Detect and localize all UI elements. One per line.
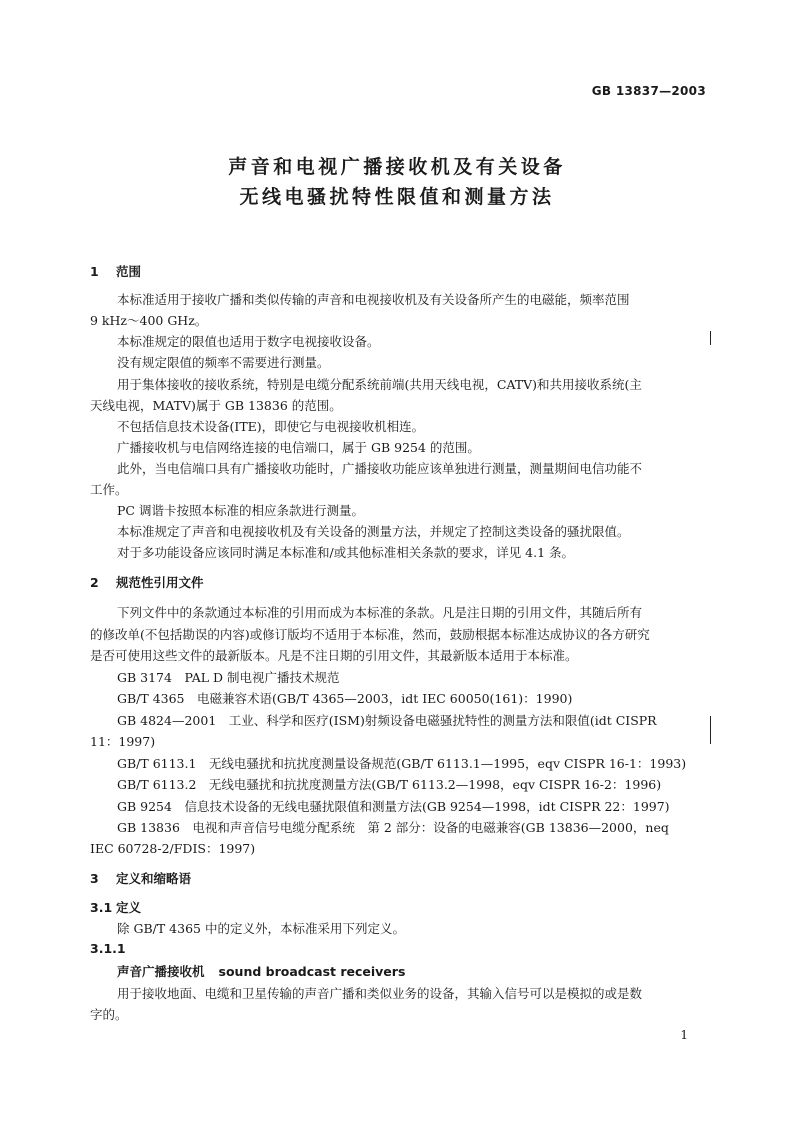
reference-item-continued: IEC 60728-2/FDIS：1997) [90, 841, 256, 856]
paragraph-line: 工作。 [90, 482, 128, 497]
paragraph-line: 广播接收机与电信网络连接的电信端口，属于 GB 9254 的范围。 [117, 440, 480, 455]
reference-item: GB/T 6113.2 无线电骚扰和抗扰度测量方法(GB/T 6113.2—1998，eqv CISPR 16-2：1996) [117, 777, 662, 792]
section-title: 定义和缩略语 [116, 871, 192, 886]
reference-item-continued: 11：1997) [90, 734, 156, 749]
section-number: 1 [90, 264, 99, 279]
paragraph-line: 本标准规定了声音和电视接收机及有关设备的测量方法，并规定了控制这类设备的骚扰限值。 [117, 524, 630, 539]
term-chinese: 声音广播接收机 [117, 964, 205, 979]
section-title: 规范性引用文件 [116, 575, 204, 590]
paragraph-line: 9 kHz～400 GHz。 [90, 313, 208, 328]
term-entry [117, 962, 405, 980]
paragraph-line: 的修改单(不包括勘误的内容)或修订版均不适用于本标准，然而，鼓励根据本标准达成协议的各方研究 [90, 627, 650, 642]
definition-line: 字的。 [90, 1007, 128, 1022]
paragraph-line: PC 调谐卡按照本标准的相应条款进行测量。 [117, 503, 364, 518]
reference-item: GB 9254 信息技术设备的无线电骚扰限值和测量方法(GB 9254—1998，idt CISPR 22：1997) [117, 799, 670, 814]
section-number: 2 [90, 575, 99, 590]
paragraph-line: 用于集体接收的接收系统，特别是电缆分配系统前端(共用天线电视，CATV)和共用接收系统(主 [117, 377, 642, 392]
section-number: 3 [90, 871, 99, 886]
paragraph-line: 本标准适用于接收广播和类似传输的声音和电视接收机及有关设备所产生的电磁能，频率范围 [117, 292, 630, 307]
change-bar [710, 716, 711, 744]
paragraph-line: 本标准规定的限值也适用于数字电视接收设备。 [117, 334, 380, 349]
subsection-number: 3.1 [90, 900, 113, 915]
reference-item: GB 4824—2001 工业、科学和医疗(ISM)射频设备电磁骚扰特性的测量方法和限值(idt CISPR [117, 713, 657, 728]
document-title-line-2: 无线电骚扰特性限值和测量方法 [239, 186, 555, 208]
section-title: 范围 [116, 264, 142, 279]
subsection-3-1-heading [90, 898, 141, 916]
term-english: sound broadcast receivers [218, 964, 406, 979]
page-number: 1 [680, 1028, 688, 1042]
paragraph-line: 对于多功能设备应该同时满足本标准和/或其他标准相关条款的要求，详见 4.1 条。 [117, 545, 575, 560]
paragraph-line: 没有规定限值的频率不需要进行测量。 [117, 355, 330, 370]
paragraph-line: 除 GB/T 4365 中的定义外，本标准采用下列定义。 [117, 921, 405, 936]
paragraph-line: 天线电视，MATV)属于 GB 13836 的范围。 [90, 398, 342, 413]
document-title-line-1: 声音和电视广播接收机及有关设备 [228, 156, 566, 178]
section-3-heading [90, 869, 191, 887]
reference-item: GB 3174 PAL D 制电视广播技术规范 [117, 670, 340, 685]
paragraph-line: 是否可使用这些文件的最新版本。凡是不注日期的引用文件，其最新版本适用于本标准。 [90, 648, 578, 663]
reference-item: GB/T 6113.1 无线电骚扰和抗扰度测量设备规范(GB/T 6113.1—1995，eqv CISPR 16-1：1993) [117, 756, 687, 771]
section-1-heading [90, 262, 141, 280]
standard-code: GB 13837—2003 [591, 84, 706, 98]
subsection-3-1-1-number: 3.1.1 [90, 941, 126, 956]
paragraph-line: 下列文件中的条款通过本标准的引用而成为本标准的条款。凡是注日期的引用文件，其随后所有 [117, 605, 643, 620]
paragraph-line: 不包括信息技术设备(ITE)，即使它与电视接收机相连。 [117, 419, 425, 434]
paragraph-line: 此外，当电信端口具有广播接收功能时，广播接收功能应该单独进行测量，测量期间电信功能不 [117, 461, 643, 476]
reference-item: GB 13836 电视和声音信号电缆分配系统 第 2 部分：设备的电磁兼容(GB 13836—2000，neq [117, 820, 669, 835]
section-2-heading [90, 573, 204, 591]
subsection-title: 定义 [116, 900, 142, 915]
reference-item: GB/T 4365 电磁兼容术语(GB/T 4365—2003，idt IEC 60050(161)：1990) [117, 691, 573, 706]
change-bar [710, 331, 711, 345]
definition-line: 用于接收地面、电缆和卫星传输的声音广播和类似业务的设备，其输入信号可以是模拟的或是数 [117, 986, 643, 1001]
